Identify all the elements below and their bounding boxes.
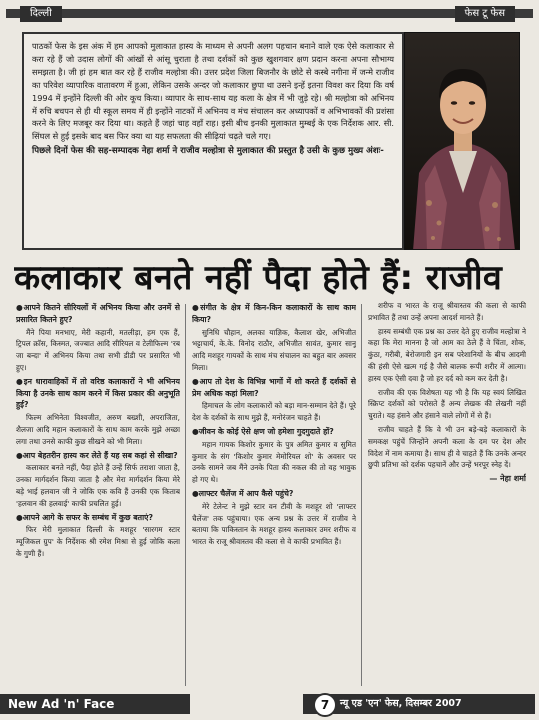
page-footer <box>0 693 539 715</box>
question: ●संगीत के क्षेत्र में किन-किन कलाकारों के साथ काम किया? <box>192 303 356 324</box>
column-1 <box>16 300 180 690</box>
question: ●इन धारावाहिकों में तो वरिष्ठ कलाकारों ने भी अभिनय किया है उनके साथ काम करने में किस प्रकार की अनुभूति हुई? <box>16 376 180 410</box>
author-signature: — नेहा शर्मा <box>489 474 526 484</box>
page-number: 7 <box>313 693 337 717</box>
section-tag-right: फेस टू फेस <box>455 6 515 22</box>
section-tag-left: दिल्ली <box>20 6 62 22</box>
question: ●लाफ्टर चैलेंज में आप कैसे पहुंचे? <box>192 488 294 498</box>
answer: फिर मेरी मुलाकात दिल्ली के मशहूर 'सारगम स्टार म्यूजिकल ग्रुप' के निर्देशक श्री रमेश मिश्रा से हुई जोकि कला के गुणी हैं। <box>16 525 180 558</box>
answer: राजीव की एक विशेषता यह भी है कि यह स्वयं लिखित स्क्रिप्ट दर्शकों को परोसते हैं अन्य लेखक की लेखनी नहीं चुराते। यह हंसने और हंसाने वाले लोगों में से हैं। <box>368 387 526 421</box>
answer: मैंने पिया मनभाए, मेरी कहानी, मतलीड़ा, हम एक हैं, ट्रिपल क्रॉस, किस्मत, जज्बात आदि सीरियल व टेलीफिल्म 'रब जा बन्दा' में अभिनय किया तथा सभी डीडी पर प्रसारित भी हुए। <box>16 327 180 372</box>
answer: हास्य सम्बंधी एक प्रश्न का उत्तर देते हुए राजीव मल्होत्रा ने कहा कि मेरा मानना है जो आम का ठेले हैं वे चिंता, शोक, कुंठा, गरीबी, बेरोजगारी इन सब परेशानियों के बीच आदमी की हंसी ऐसे खत्म गई है जैसे बालक रूपी शरीर में आत्मा। हास्य एक ऐसी दवा है जो हर दर्द को कम कर देती है। <box>368 326 526 383</box>
article-columns <box>16 300 526 690</box>
portrait-photo <box>404 32 520 250</box>
magazine-brand: New Ad 'n' Face <box>0 694 190 714</box>
column-3 <box>368 300 526 690</box>
intro-paragraph: पाठकों फेस के इस अंक में हम आपको मुलाकात हास्य के माध्यम से अपनी अलग पहचान बनाने वाले एक ऐसे कलाकार से करा रहे हैं जो उदास लोगों की आंखों से आंसू चुराता है तथा दर्शकों को कुछ खुशगवार क्षण प्रदान करना अपना सौभाग्य समझता है। जी हां हम बात कर रहे हैं राजीव मल्होत्रा की। उत्तर प्रदेश जिला बिजनौर के छोटे से कस्बे नगीना में जन्मे राजीव का परिवेश व्यापारिक वातावरण में हुआ, लेकिन उसके अन्दर जो कलाकार छुपा था उसने इन्हें इतना विवश कर दिया कि वर्ष 1994 में इन्होंने दिल्ली की ओर कूच किया। व्यापार के साथ-साथ यह कला के क्षेत्र में भी जुड़े रहे। श्री मल्होत्रा को अभिनय में रुचि बचपन से ही थी स्कूल समय में ही इन्होंने नाटकों में अभिनय व मंच संचालन कर अध्यापकों व अभिभावकों की प्रशंसा करने के लिए मजबूर कर दिया था। कहते हैं जहां चाह वहाँ राह। इसी बीच इनकी मुलाकात मुम्बई के एक निर्देशक आर. सी. सिंघल से हुई इसके बाद बस फिर क्या था यह सफलता की सीढ़ियां चढ़ते चले गए। <box>32 41 394 142</box>
column-divider <box>361 304 362 686</box>
intro-box <box>22 32 404 250</box>
question: ●आपने कितने सीरियलों में अभिनय किया और उनमें से प्रसारित कितने हुए? <box>16 303 180 324</box>
question: ●आप तो देश के विभिन्न भागों में शो करते हैं दर्शकों से प्रेम अधिक कहां मिला? <box>192 376 356 398</box>
answer: महान गायक किशोर कुमार के पुत्र अमित कुमार व सुमित कुमार के संग 'किशोर कुमार मेमोरियल शो' के अवसर पर उनके सामने जब मैंने उनके पिता की नकल की तो वह भावुक हो गए थे। <box>192 439 356 485</box>
answer: फिल्म अभिनेता विश्वजीत, अरुण बख्शी, अपराजिता, शैलजा आदि महान कलाकारों के साथ काम करके मुझे अच्छा लगा तथा उनसे काफी कुछ सीखने को भी मिला। <box>16 413 180 446</box>
intro-lead: पिछले दिनों फेस की सह-सम्पादक नेहा शर्मा ने राजीव मल्होत्रा से मुलाकात की प्रस्तुत है उसी के कुछ मुख्य अंशः- <box>32 146 384 157</box>
answer: राजीव चाहते हैं कि वे भी उन बड़े-बड़े कलाकारों के समकक्ष पहुंचें जिन्होंने अपनी कला के दम पर देश और विदेश में नाम कमाया है। साथ ही वे चाहते हैं कि उनके अन्दर छुपी प्रतिभा को दर्शक पहचानें और उन्हें भरपूर स्नेह दें। <box>368 424 526 470</box>
answer: शरीफ व भारत के राजू श्रीवास्तव की कला से काफी प्रभावित हैं तथा उन्हें अपना आदर्श मानते हैं। <box>368 301 526 322</box>
question: ●जीवन के कोई ऐसे क्षण जो हमेशा गुदगुदाते हों? <box>192 426 334 436</box>
answer: मेरे टेलेन्ट ने मुझे स्टार वन टीवी के मशहूर शो 'लाफ्टर चैलेंज' तक पहुंचाया। एक अन्य प्रश्न के उत्तर में राजीव ने बताया कि पाकिस्तान के मशहूर हास्य कलाकार उमर शरीफ व भारत के राजू श्रीवास्तव की कला से वे काफी प्रभावित हैं। <box>192 501 356 547</box>
answer: सुनिधि चौहान, अलका याज्ञिक, कैलाश खेर, अभिजीत भट्टाचार्य, के.के. विनोद राठौर, अभिजीत सावंत, कुमार सानू आदि मशहूर गायकों के साथ मंच संचालन का बहुत बार अवसर मिला। <box>192 327 356 372</box>
answer: हिमाचल के लोग कलाकारों को बड़ा मान-सम्मान देते हैं। पूरे देश के दर्शकों के साथ मुझे हैं, मनोरंजन चाहते हैं। <box>192 401 356 423</box>
column-divider <box>185 304 186 686</box>
question: ●आपने आगे के सफर के सम्बंध में कुछ बताएं? <box>16 512 153 522</box>
article-headline: कलाकार बनते नहीं पैदा होते हैं: राजीव <box>14 258 503 298</box>
page-header <box>6 6 533 22</box>
column-2 <box>192 300 356 690</box>
publication-info: न्यू एड 'एन' फेस, दिसम्बर 2007 <box>340 698 462 709</box>
question: ●आप बेहतरीन हास्य कर लेते हैं यह सब कहां से सीखा? <box>16 450 178 460</box>
answer: कलाकार बनते नहीं, पैदा होते हैं उन्हें सिर्फ तराशा जाता है, उनका मार्गदर्शन किया जाता है और मेरा मार्गदर्शन किया मेरे बड़े भाई हलवान जी ने जोकि एक कवि हैं उनकी एक किताब 'हलवान की हलवाई' काफी प्रचलित हुई। <box>16 463 180 508</box>
